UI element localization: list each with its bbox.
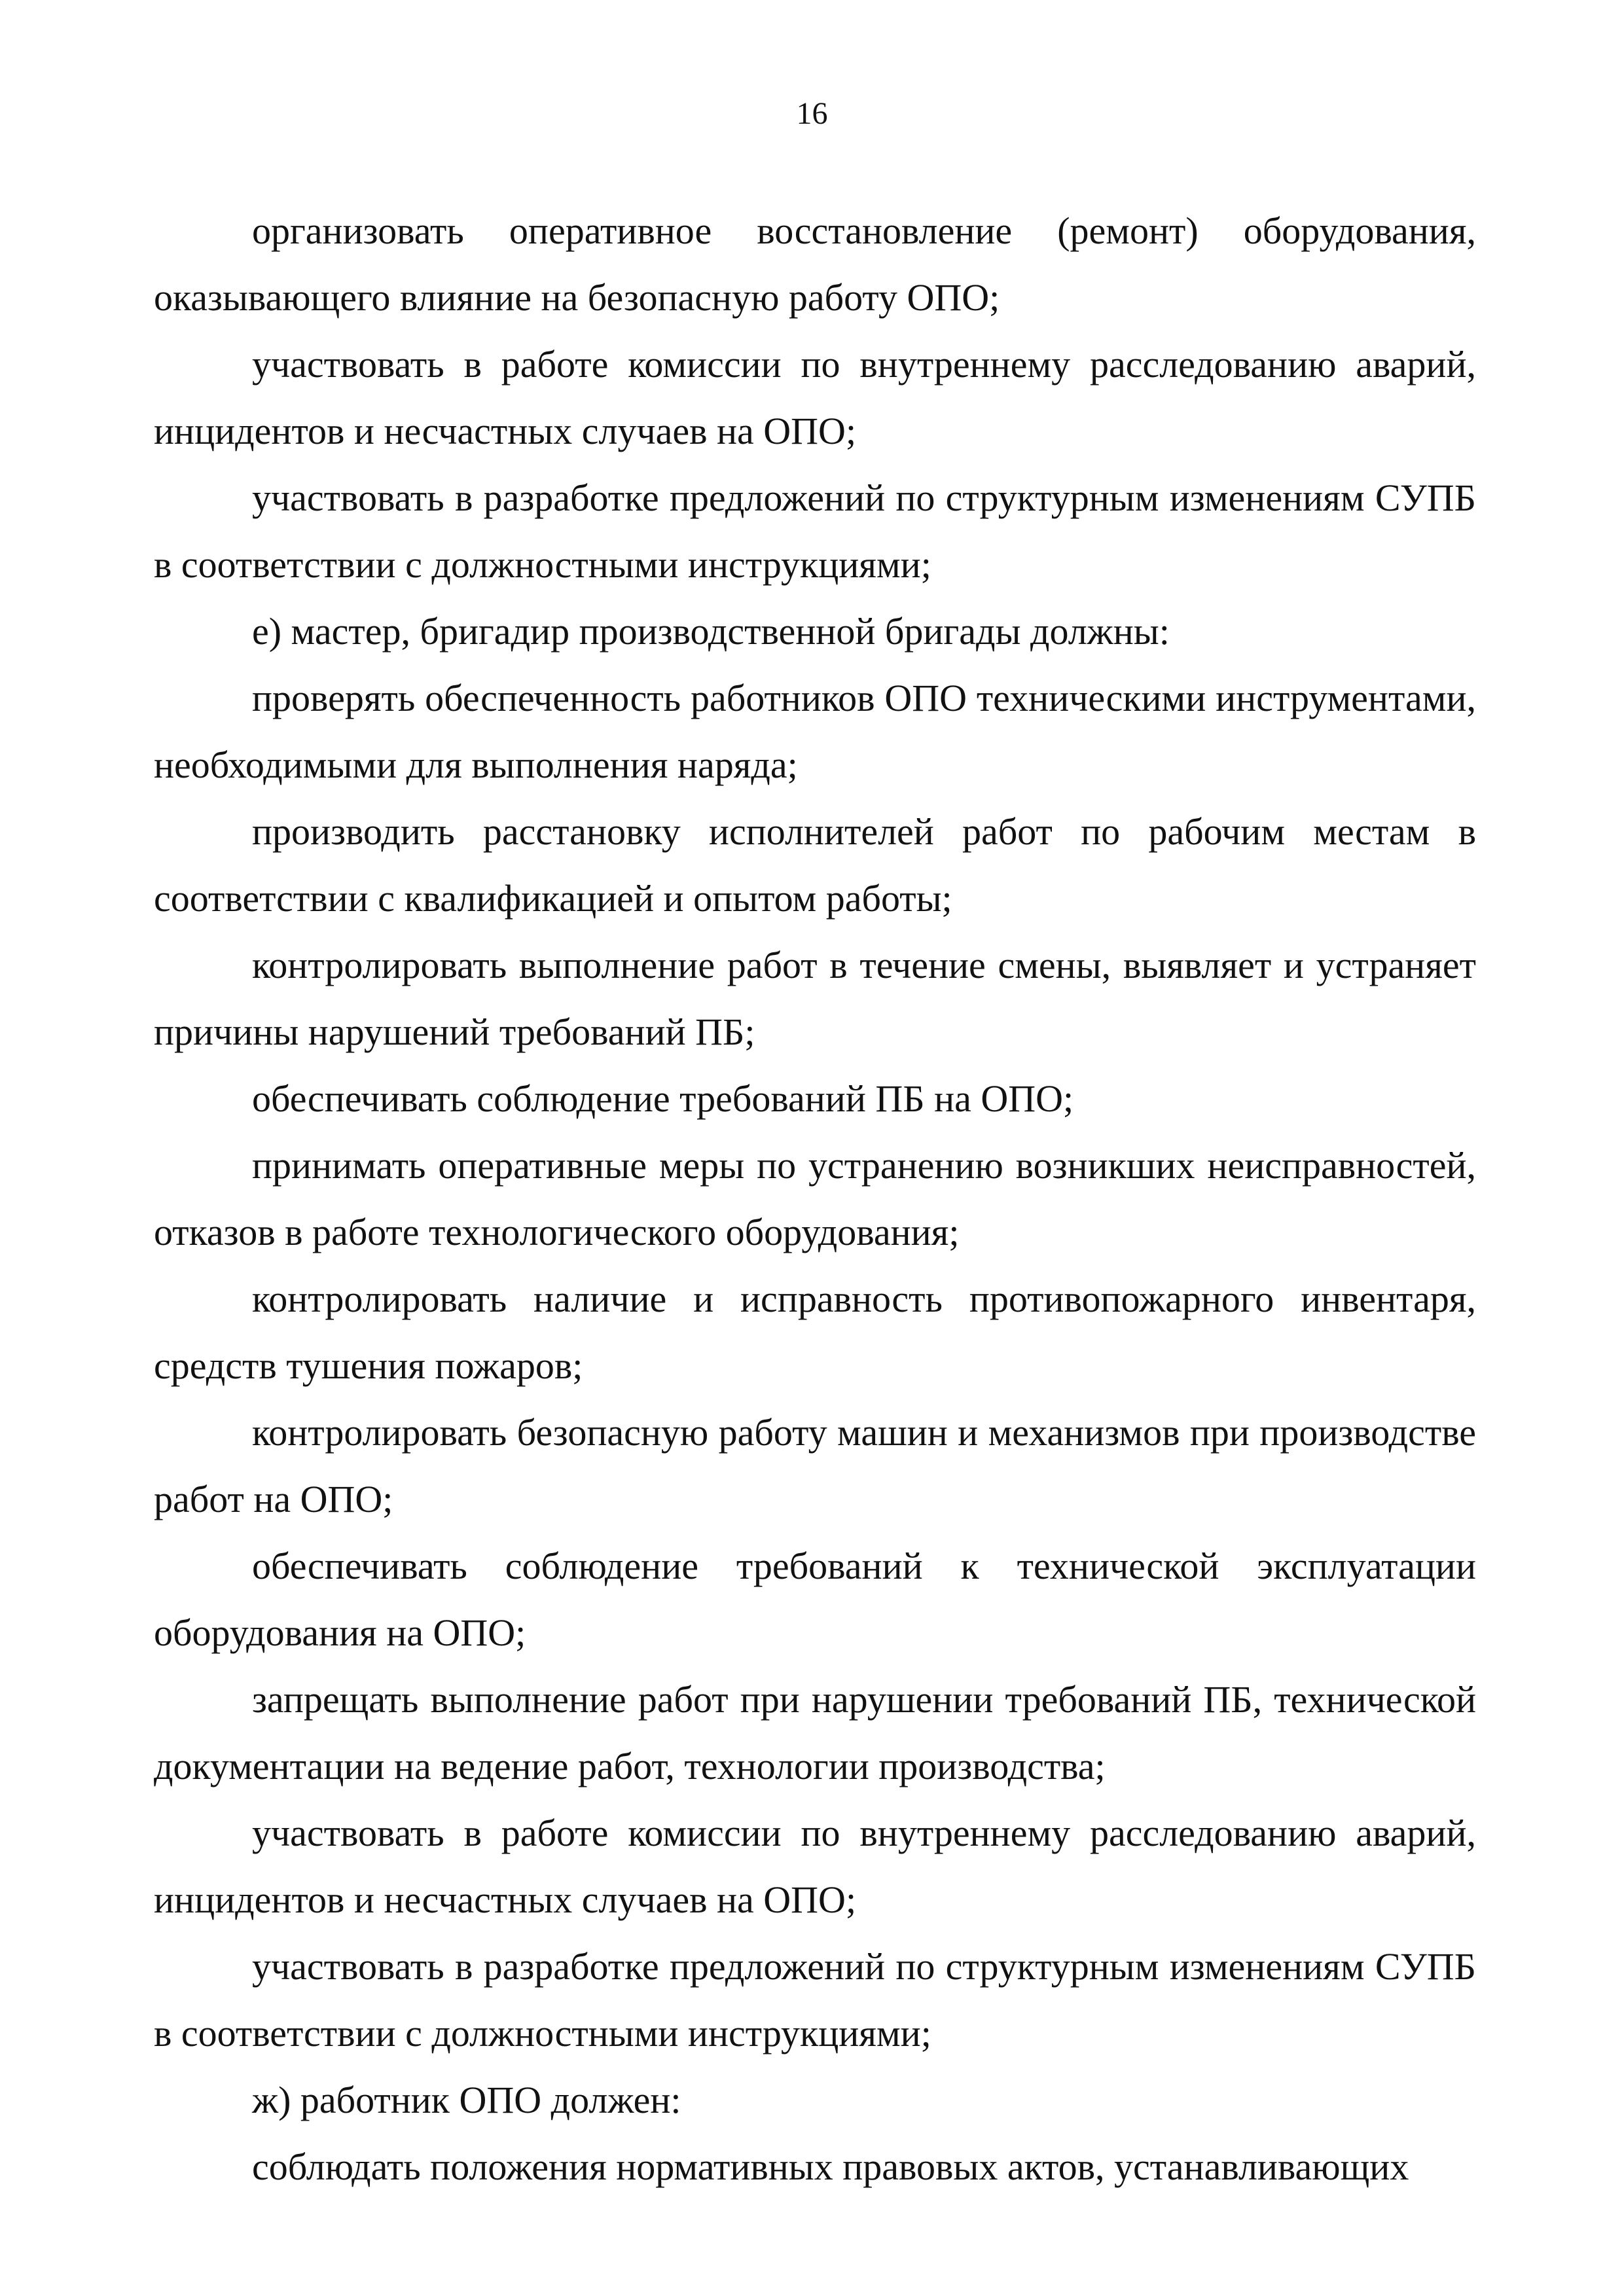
page-number: 16 xyxy=(796,96,828,131)
paragraph: проверять обеспеченность работников ОПО техническими инструментами, необходимыми для выполнения наряда; xyxy=(154,677,1476,786)
paragraph: производить расстановку исполнителей работ по рабочим местам в соответствии с квалификацией и опытом работы; xyxy=(154,810,1476,920)
body-text xyxy=(154,198,1476,2200)
paragraph: участвовать в разработке предложений по структурным изменениям СУПБ в соответствии с должностными инструкциями; xyxy=(154,1945,1476,2054)
paragraph: обеспечивать соблюдение требований к технической эксплуатации оборудования на ОПО; xyxy=(154,1545,1476,1654)
paragraph: принимать оперативные меры по устранению возникших неисправностей, отказов в работе технологического оборудования; xyxy=(154,1144,1476,1253)
paragraph: соблюдать положения нормативных правовых актов, устанавливающих xyxy=(252,2145,1409,2188)
paragraph: организовать оперативное восстановление (ремонт) оборудования, оказывающего влияние на безопасную работу ОПО; xyxy=(154,209,1476,319)
paragraph: контролировать наличие и исправность противопожарного инвентаря, средств тушения пожаров; xyxy=(154,1278,1476,1387)
paragraph: е) мастер, бригадир производственной бригады должны: xyxy=(252,610,1170,653)
paragraph: участвовать в работе комиссии по внутреннему расследованию аварий, инцидентов и несчастных случаев на ОПО; xyxy=(154,343,1476,452)
paragraph: запрещать выполнение работ при нарушении требований ПБ, технической документации на ведение работ, технологии производства; xyxy=(154,1678,1476,1787)
paragraph: контролировать выполнение работ в течение смены, выявляет и устраняет причины нарушений требований ПБ; xyxy=(154,944,1476,1053)
paragraph: контролировать безопасную работу машин и механизмов при производстве работ на ОПО; xyxy=(154,1411,1476,1520)
paragraph: обеспечивать соблюдение требований ПБ на ОПО; xyxy=(252,1077,1074,1120)
paragraph: участвовать в работе комиссии по внутреннему расследованию аварий, инцидентов и несчастных случаев на ОПО; xyxy=(154,1812,1476,1921)
paragraph: участвовать в разработке предложений по структурным изменениям СУПБ в соответствии с должностными инструкциями; xyxy=(154,476,1476,586)
paragraph: ж) работник ОПО должен: xyxy=(252,2079,681,2121)
